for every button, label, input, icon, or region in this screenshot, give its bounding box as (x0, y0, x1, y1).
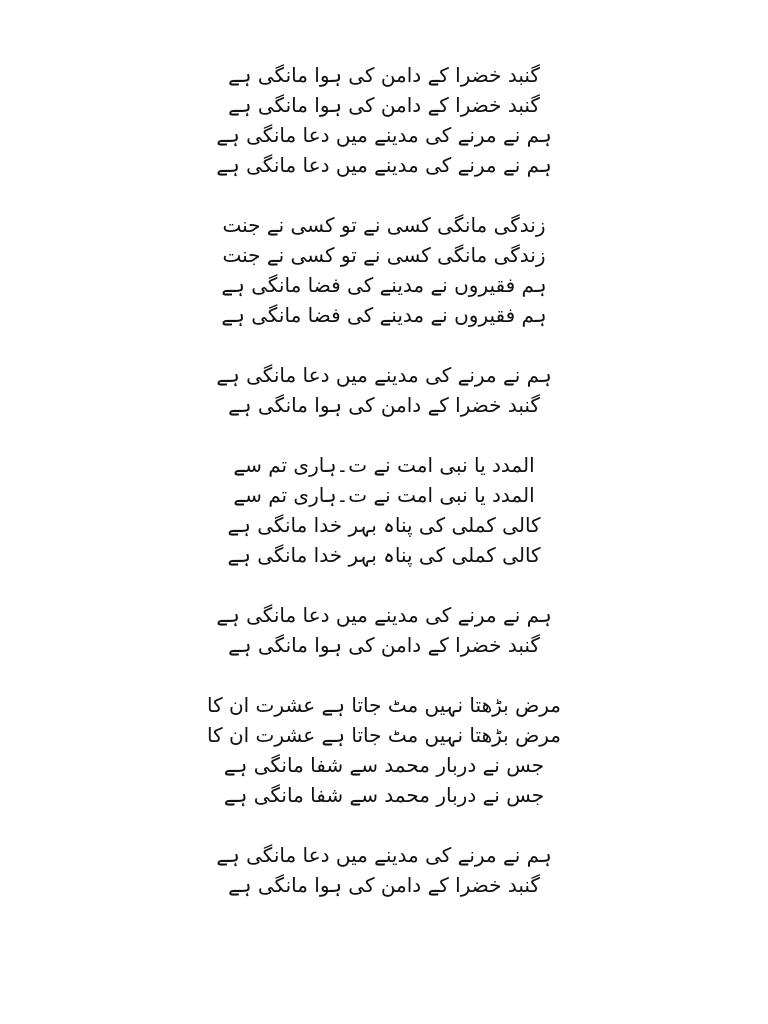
poem-line: گنبد خضرا کے دامن کی ہوا مانگی ہے (228, 63, 540, 87)
poem-line: مرض بڑھتا نہیں مٹ جاتا ہے عشرت ان کا (206, 723, 561, 747)
poem-line: ہم نے مرنے کی مدینے میں دعا مانگی ہے (216, 123, 552, 147)
poem-line: کالی کملی کی پناہ بہر خدا مانگی ہے (227, 543, 541, 567)
stanza-6 (0, 690, 768, 810)
poem (0, 60, 768, 930)
poem-line: المدد یا نبی امت نے ت۔ہاری تم سے (233, 453, 535, 477)
poem-line: مرض بڑھتا نہیں مٹ جاتا ہے عشرت ان کا (206, 693, 561, 717)
poem-line: گنبد خضرا کے دامن کی ہوا مانگی ہے (228, 393, 540, 417)
poem-line: ہم فقیروں نے مدینے کی فضا مانگی ہے (221, 303, 547, 327)
stanza-2 (0, 210, 768, 330)
poem-line: گنبد خضرا کے دامن کی ہوا مانگی ہے (228, 633, 540, 657)
poem-line: ہم نے مرنے کی مدینے میں دعا مانگی ہے (216, 363, 552, 387)
stanza-1 (0, 60, 768, 180)
poem-line: المدد یا نبی امت نے ت۔ہاری تم سے (233, 483, 535, 507)
poem-line: ہم نے مرنے کی مدینے میں دعا مانگی ہے (216, 843, 552, 867)
stanza-7 (0, 840, 768, 900)
poem-line: زندگی مانگی کسی نے تو کسی نے جنت (222, 243, 546, 267)
poem-line: جس نے دربار محمد سے شفا مانگی ہے (223, 753, 545, 777)
poem-line: جس نے دربار محمد سے شفا مانگی ہے (223, 783, 545, 807)
poem-line: ہم نے مرنے کی مدینے میں دعا مانگی ہے (216, 603, 552, 627)
stanza-4 (0, 450, 768, 570)
poem-line: زندگی مانگی کسی نے تو کسی نے جنت (222, 213, 546, 237)
stanza-3 (0, 360, 768, 420)
poem-line: گنبد خضرا کے دامن کی ہوا مانگی ہے (228, 93, 540, 117)
stanza-5 (0, 600, 768, 660)
poem-line: گنبد خضرا کے دامن کی ہوا مانگی ہے (228, 873, 540, 897)
poem-line: ہم فقیروں نے مدینے کی فضا مانگی ہے (221, 273, 547, 297)
poem-line: ہم نے مرنے کی مدینے میں دعا مانگی ہے (216, 153, 552, 177)
poem-line: کالی کملی کی پناہ بہر خدا مانگی ہے (227, 513, 541, 537)
